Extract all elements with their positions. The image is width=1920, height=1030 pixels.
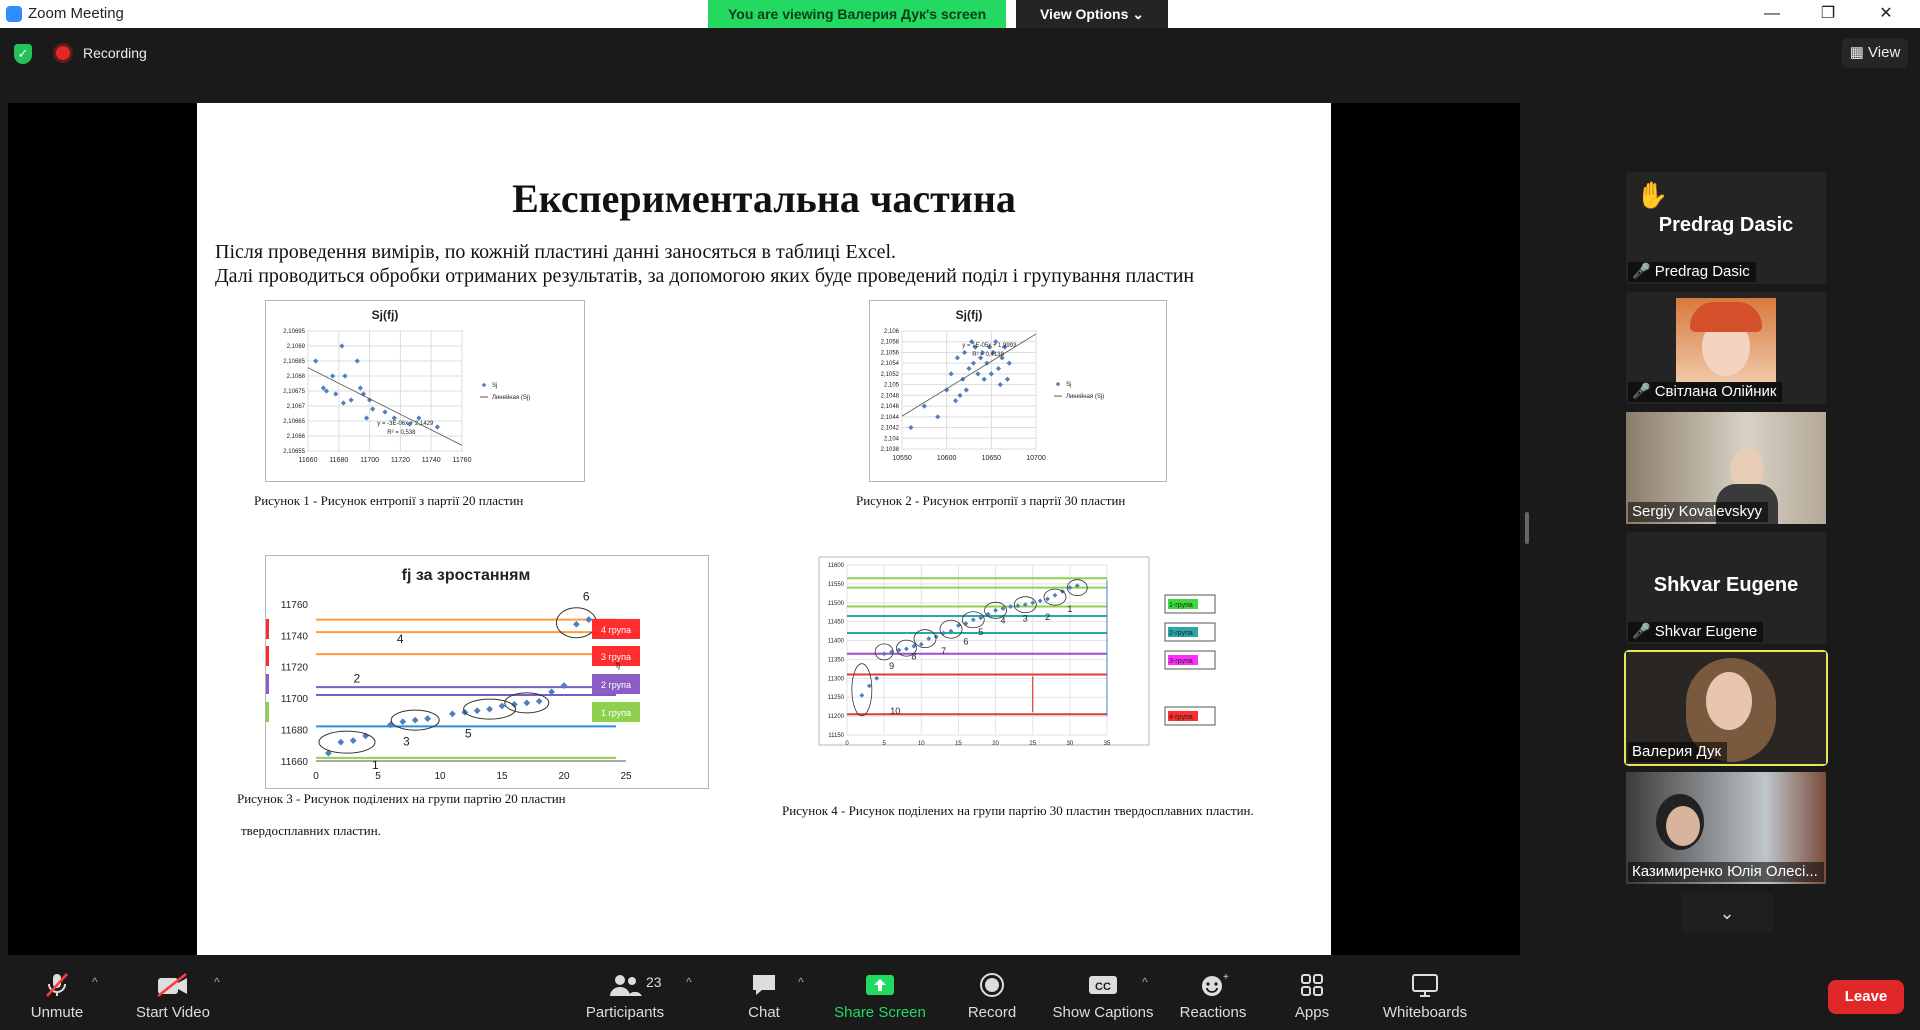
group-legend-label: 2-група xyxy=(1169,630,1193,637)
tile-name-label: Sergiy Kovalevskyy xyxy=(1628,502,1768,522)
y-tick-label: 2,1056 xyxy=(880,350,899,357)
chart-2-svg xyxy=(870,301,1166,481)
y-tick-label: 2,10655 xyxy=(283,449,305,455)
group-edge-marker xyxy=(266,702,269,722)
y-tick-label: 2,1044 xyxy=(880,414,899,421)
chart-4-svg xyxy=(817,555,1237,787)
record-button[interactable] xyxy=(962,972,1022,1021)
chat-label: Chat xyxy=(748,1004,780,1021)
x-tick-label: 30 xyxy=(1066,741,1074,747)
group-legend-label: 1-група xyxy=(1169,602,1193,609)
share-screen-label: Share Screen xyxy=(834,1004,926,1021)
data-point xyxy=(337,739,344,746)
y-tick-label: 11550 xyxy=(827,581,844,588)
legend-label: Линейная (Sj) xyxy=(1066,394,1105,401)
region-number: 8 xyxy=(911,651,917,662)
x-tick-label: 25 xyxy=(1029,741,1037,747)
y-tick-label: 2,1069 xyxy=(286,344,305,350)
y-tick-label: 2,10695 xyxy=(283,329,305,335)
tile-name-label: 🎤 Світлана Олійник xyxy=(1628,382,1782,402)
tile-name-label: Казимиренко Юлія Олесі... xyxy=(1628,862,1824,882)
data-point xyxy=(523,699,530,706)
apps-label: Apps xyxy=(1294,1004,1330,1021)
chart-title: Sj(fj) xyxy=(955,308,983,322)
viewing-banner: You are viewing Валерия Дук's screen xyxy=(708,0,1006,28)
chart-3-svg xyxy=(266,556,708,788)
data-point xyxy=(964,387,969,392)
legend-label: Линейная (Sj) xyxy=(492,395,531,401)
caption-figure-1: Рисунок 1 - Рисунок ентропії з партії 20 пластин xyxy=(254,493,524,508)
svg-text:+: + xyxy=(1223,972,1229,983)
legend-marker xyxy=(482,383,487,388)
data-point xyxy=(355,358,360,363)
record-icon xyxy=(962,972,1022,998)
data-point xyxy=(989,371,994,376)
data-point xyxy=(998,382,1003,387)
x-tick-label: 10550 xyxy=(892,455,912,462)
group-legend-label: 4 група xyxy=(600,625,632,635)
data-point xyxy=(392,415,397,420)
chart-3 xyxy=(265,555,709,789)
y-tick-label: 11250 xyxy=(827,695,844,702)
shared-slide xyxy=(197,103,1331,955)
x-tick-label: 10 xyxy=(917,741,925,747)
data-point xyxy=(342,373,347,378)
chat-options-caret[interactable]: ^ xyxy=(798,975,804,989)
y-tick-label: 11500 xyxy=(827,600,844,607)
panel-resize-handle[interactable] xyxy=(1525,512,1529,544)
x-tick-label: 11720 xyxy=(390,457,410,464)
y-tick-label: 11150 xyxy=(828,733,844,739)
y-tick-label: 2,106 xyxy=(883,329,899,335)
data-point xyxy=(536,698,543,705)
x-tick-label: 11700 xyxy=(360,457,380,464)
region-number: 1 xyxy=(372,757,379,772)
data-point xyxy=(971,361,976,366)
x-tick-label: 5 xyxy=(375,771,381,782)
group-legend-label: 2 група xyxy=(600,680,632,690)
region-number: 3 xyxy=(1022,613,1028,624)
region-number: 5 xyxy=(978,626,984,637)
y-tick-label: 2,105 xyxy=(883,382,899,389)
window-titlebar xyxy=(0,0,1920,28)
group-edge-marker xyxy=(266,674,269,694)
data-point xyxy=(435,424,440,429)
reactions-button[interactable] xyxy=(1176,972,1250,1021)
start-video-button[interactable] xyxy=(130,972,216,1021)
data-point xyxy=(957,393,962,398)
group-edge-marker xyxy=(266,619,269,639)
share-screen-button[interactable] xyxy=(830,972,930,1021)
chart-frame xyxy=(819,557,1149,745)
x-tick-label: 11660 xyxy=(298,457,318,464)
y-tick-label: 11350 xyxy=(827,657,844,664)
trend-r2: R² = 0,538 xyxy=(387,430,416,436)
group-legend-label: 3-група xyxy=(1169,658,1193,665)
grid-icon: ▦ xyxy=(1849,44,1869,61)
unmute-label: Unmute xyxy=(30,1004,84,1021)
series-label: fj xyxy=(616,661,620,670)
region-number: 2 xyxy=(1045,611,1051,622)
y-tick-label: 11600 xyxy=(827,563,844,569)
data-point xyxy=(908,425,913,430)
captions-options-caret[interactable]: ^ xyxy=(1142,975,1148,989)
meeting-toolbar xyxy=(0,960,1920,1030)
x-tick-label: 15 xyxy=(955,741,962,747)
region-number: 4 xyxy=(1000,615,1006,626)
video-tile-predrag-dasic[interactable] xyxy=(1626,172,1826,284)
muted-microphone-icon xyxy=(24,972,90,998)
data-point xyxy=(370,406,375,411)
cc-text: CC xyxy=(1095,981,1111,993)
y-tick-label: 2,1046 xyxy=(880,404,899,411)
data-point xyxy=(996,366,1001,371)
region-number: 10 xyxy=(890,706,901,717)
y-tick-label: 11450 xyxy=(827,619,844,626)
trend-r2: R² = 0,4138 xyxy=(972,352,1004,358)
restore-button[interactable]: ❐ xyxy=(1820,5,1836,22)
legend-marker xyxy=(1056,382,1061,387)
data-point xyxy=(349,397,354,402)
video-off-icon xyxy=(130,972,216,998)
region-number: 4 xyxy=(396,632,404,647)
data-point xyxy=(982,377,987,382)
chart-2 xyxy=(869,300,1167,482)
data-point xyxy=(573,621,580,628)
y-tick-label: 2,1052 xyxy=(880,371,899,378)
data-point xyxy=(486,706,493,713)
x-tick-label: 10 xyxy=(434,771,446,782)
x-tick-label: 10650 xyxy=(981,455,1002,462)
legend-label: Sj xyxy=(1066,382,1072,389)
data-point xyxy=(382,409,387,414)
data-point xyxy=(1005,377,1010,382)
show-captions-button[interactable] xyxy=(1050,972,1156,1021)
x-tick-label: 35 xyxy=(1103,741,1111,747)
video-tile-kazimirenko[interactable] xyxy=(1626,772,1826,884)
recording-icon xyxy=(56,46,70,60)
data-point xyxy=(313,358,318,363)
encryption-shield-icon[interactable]: ✓ xyxy=(14,44,32,64)
data-point xyxy=(364,415,369,420)
data-point xyxy=(350,737,357,744)
data-point xyxy=(966,366,971,371)
slide-title: Експериментальна частина xyxy=(512,176,1016,221)
video-tile-valeria-duk[interactable] xyxy=(1626,652,1826,764)
participants-count: 23 xyxy=(646,974,662,990)
data-point xyxy=(962,350,967,355)
y-tick-label: 2,10665 xyxy=(283,419,305,425)
data-point xyxy=(585,616,592,623)
group-legend-label: 1 група xyxy=(600,708,632,718)
window-title: Zoom Meeting xyxy=(28,5,124,22)
y-tick-label: 11760 xyxy=(280,599,308,611)
reactions-label: Reactions xyxy=(1179,1004,1247,1021)
caption-figure-3a: Рисунок 3 - Рисунок поділених на групи партію 20 пластин xyxy=(237,791,566,806)
data-point xyxy=(358,385,363,390)
y-tick-label: 2,1048 xyxy=(880,393,899,400)
apps-button[interactable] xyxy=(1284,972,1340,1021)
whiteboard-icon xyxy=(1376,972,1474,998)
record-label: Record xyxy=(967,1004,1017,1021)
region-number: 6 xyxy=(963,636,969,647)
y-tick-label: 2,104 xyxy=(883,436,899,443)
y-tick-label: 11740 xyxy=(280,631,308,643)
data-point xyxy=(424,715,431,722)
view-layout-button[interactable] xyxy=(1842,38,1908,68)
data-point xyxy=(935,414,940,419)
data-point xyxy=(416,415,421,420)
data-point xyxy=(922,403,927,408)
region-number: 2 xyxy=(353,671,361,686)
x-tick-label: 15 xyxy=(496,771,508,782)
trend-equation: y = -3E-06x + 2,1429 xyxy=(377,421,434,427)
video-options-caret[interactable]: ^ xyxy=(214,975,220,989)
chart-4 xyxy=(817,555,1222,787)
caption-figure-2: Рисунок 2 - Рисунок ентропії з партії 30 пластин xyxy=(856,493,1126,508)
tile-display-name: Predrag Dasic xyxy=(1658,214,1794,236)
tile-name-label: Валерия Дук xyxy=(1628,742,1727,762)
close-window-button[interactable]: ✕ xyxy=(1879,5,1893,22)
participant-video xyxy=(1676,298,1776,382)
raised-hand-icon: ✋ xyxy=(1636,180,1669,210)
video-tile-svitlana[interactable] xyxy=(1626,292,1826,404)
data-point xyxy=(474,707,481,714)
y-tick-label: 2,1038 xyxy=(880,447,899,453)
recording-label: Recording xyxy=(83,45,147,61)
closed-captions-icon xyxy=(1050,972,1156,998)
y-tick-label: 11300 xyxy=(827,676,844,683)
x-tick-label: 10700 xyxy=(1026,455,1046,462)
x-tick-label: 11680 xyxy=(329,457,349,464)
slide-text-line-1: Після проведення вимірів, по кожній пластині данні заносяться в таблиці Excel. xyxy=(215,241,897,263)
y-tick-label: 11400 xyxy=(827,638,844,645)
data-point xyxy=(333,391,338,396)
scroll-down-button[interactable]: ⌄ xyxy=(1681,893,1773,933)
whiteboards-button[interactable] xyxy=(1376,972,1474,1021)
y-tick-label: 11700 xyxy=(280,694,308,706)
data-point xyxy=(955,355,960,360)
y-tick-label: 2,1054 xyxy=(880,361,899,368)
muted-mic-icon: 🎤 xyxy=(1632,623,1651,640)
trend-equation: y = 1E-05x + 1,9993 xyxy=(962,343,1017,349)
smiley-reaction-icon xyxy=(1176,972,1250,998)
x-tick-label: 20 xyxy=(992,741,999,747)
region-number: 6 xyxy=(582,589,590,604)
zoom-app-icon xyxy=(6,6,22,22)
data-point xyxy=(399,718,406,725)
show-captions-label: Show Captions xyxy=(1052,1004,1154,1021)
region-number: 7 xyxy=(941,645,947,656)
region-number: 1 xyxy=(1067,604,1073,615)
whiteboards-label: Whiteboards xyxy=(1382,1004,1468,1021)
group-edge-marker xyxy=(266,646,269,666)
legend-label: Sj xyxy=(492,383,498,389)
x-tick-label: 25 xyxy=(620,771,632,782)
unmute-button[interactable] xyxy=(24,972,90,1021)
x-tick-label: 0 xyxy=(845,741,849,747)
chart-title: fj за зростанням xyxy=(401,567,531,584)
tile-name-label: 🎤 Shkvar Eugene xyxy=(1628,622,1763,642)
participants-label: Participants xyxy=(585,1004,665,1021)
video-tile-shkvar-eugene[interactable] xyxy=(1626,532,1826,644)
chart-1 xyxy=(265,300,585,482)
participants-options-caret[interactable]: ^ xyxy=(686,975,692,989)
data-point xyxy=(341,400,346,405)
chat-bubble-icon xyxy=(736,972,792,998)
data-point xyxy=(949,371,954,376)
slide-text-line-2: Далі проводиться обробки отриманих результатів, за допомогою яких буде проведений поділ і групування пластин xyxy=(215,265,1195,287)
chart-1-svg xyxy=(266,301,584,481)
data-point xyxy=(339,343,344,348)
chart-title: Sj(fj) xyxy=(371,308,399,322)
y-tick-label: 2,1066 xyxy=(286,434,305,440)
y-tick-label: 2,10685 xyxy=(283,359,305,365)
muted-mic-icon: 🎤 xyxy=(1632,383,1651,400)
minimize-button[interactable]: — xyxy=(1764,5,1780,22)
tile-display-name: Shkvar Eugene xyxy=(1653,574,1799,596)
share-screen-icon xyxy=(830,972,930,998)
x-tick-label: 0 xyxy=(313,771,319,782)
data-point xyxy=(975,371,980,376)
y-tick-label: 2,1068 xyxy=(286,374,305,380)
meeting-topbar xyxy=(0,28,1920,98)
group-ellipse xyxy=(319,731,375,753)
y-tick-label: 11200 xyxy=(827,714,844,721)
view-label: View xyxy=(1868,44,1901,61)
y-tick-label: 2,10675 xyxy=(283,389,305,395)
y-tick-label: 2,1067 xyxy=(286,404,305,410)
y-tick-label: 11660 xyxy=(280,757,308,768)
x-tick-label: 11760 xyxy=(452,457,472,464)
caption-figure-3b: твердосплавних пластин. xyxy=(241,823,381,838)
x-tick-label: 11740 xyxy=(421,457,441,464)
data-point xyxy=(449,710,456,717)
audio-options-caret[interactable]: ^ xyxy=(92,975,98,989)
y-tick-label: 11680 xyxy=(280,725,308,737)
data-point xyxy=(953,398,958,403)
data-point xyxy=(1007,361,1012,366)
y-tick-label: 2,1058 xyxy=(880,339,899,346)
region-number: 9 xyxy=(889,660,895,671)
x-tick-label: 20 xyxy=(558,771,570,782)
region-number: 5 xyxy=(465,726,472,741)
y-tick-label: 2,1042 xyxy=(880,425,899,432)
chat-button[interactable] xyxy=(736,972,792,1021)
x-tick-label: 5 xyxy=(882,741,886,747)
tile-name-label: 🎤 Predrag Dasic xyxy=(1628,262,1756,282)
video-tile-sergiy[interactable] xyxy=(1626,412,1826,524)
group-legend-label: 4-група xyxy=(1169,714,1193,721)
view-options-button[interactable]: View Options ⌄ xyxy=(1016,0,1168,28)
x-tick-label: 10600 xyxy=(936,455,957,462)
data-point xyxy=(330,373,335,378)
group-legend-label: 3 група xyxy=(600,652,632,662)
data-point xyxy=(412,717,419,724)
trendline xyxy=(308,368,462,446)
muted-mic-icon: 🎤 xyxy=(1632,263,1651,280)
region-number: 3 xyxy=(403,734,410,749)
caption-figure-4: Рисунок 4 - Рисунок поділених на групи партію 30 пластин твердосплавних пластин. xyxy=(782,803,1254,818)
start-video-label: Start Video xyxy=(136,1004,210,1021)
leave-meeting-button[interactable]: Leave xyxy=(1828,980,1904,1014)
y-tick-label: 11720 xyxy=(280,662,308,674)
apps-icon xyxy=(1284,972,1340,998)
